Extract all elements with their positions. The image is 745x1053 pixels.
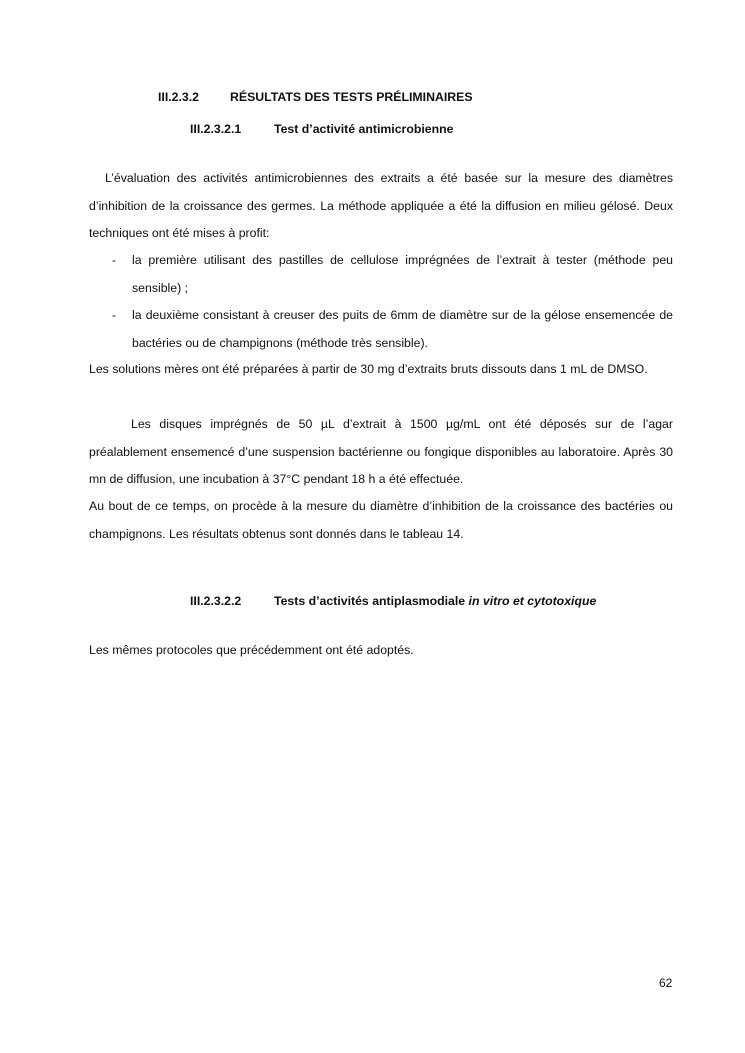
resultats-paragraph: Au bout de ce temps, on procède à la mesure du diamètre d’inhibition de la croissance des bactéries ou champignons. Les résultats obtenus sont donnés dans le tableau 14. xyxy=(89,499,673,541)
page-number: 62 xyxy=(659,976,673,990)
subsection-1-title: Test d’activité antimicrobienne xyxy=(274,122,454,136)
list-dash: - xyxy=(112,308,117,322)
subsection-2-title-italic: in vitro et cytotoxique xyxy=(468,594,597,608)
disques-paragraph: Les disques imprégnés de 50 µL d’extrait à 1500 µg/mL ont été déposés sur de l’agar préalablement ensemencé d’une suspension bactérienne ou fongique disponibles au laboratoire. Après 30 mn de diffusion, une incubation à 37°C pendant 18 h a été effectuée. xyxy=(89,417,673,486)
list-item-text: la deuxième consistant à creuser des puits de 6mm de diamètre sur de la gélose ensemencée de bactéries ou de champignons (méthode très sensible). xyxy=(132,308,673,350)
techniques-list xyxy=(89,247,673,357)
subsection-1-number: III.2.3.2.1 xyxy=(190,122,242,136)
intro-paragraph: L’évaluation des activités antimicrobiennes des extraits a été basée sur la mesure des diamètres d’inhibition de la croissance des germes. La méthode appliquée a été la diffusion en milieu gélosé. Deux techniques ont été mises à profit: xyxy=(89,171,673,240)
subsection-2-number: III.2.3.2.2 xyxy=(190,594,242,608)
list-dash: - xyxy=(112,253,117,267)
list-item xyxy=(89,247,673,302)
protocols-paragraph: Les mêmes protocoles que précédemment ont été adoptés. xyxy=(89,643,414,657)
subsection-2-title-regular: Tests d’activités antiplasmodiale xyxy=(274,594,469,608)
section-title: RÉSULTATS DES TESTS PRÉLIMINAIRES xyxy=(230,90,473,104)
list-item-text: la première utilisant des pastilles de cellulose imprégnées de l’extrait à tester (méthode peu sensible) ; xyxy=(132,253,673,295)
subsection-2-title xyxy=(274,594,596,608)
solutions-paragraph: Les solutions mères ont été préparées à partir de 30 mg d’extraits bruts dissouts dans 1 mL de DMSO. xyxy=(89,362,648,376)
section-number: III.2.3.2 xyxy=(158,90,200,104)
list-item xyxy=(89,302,673,357)
